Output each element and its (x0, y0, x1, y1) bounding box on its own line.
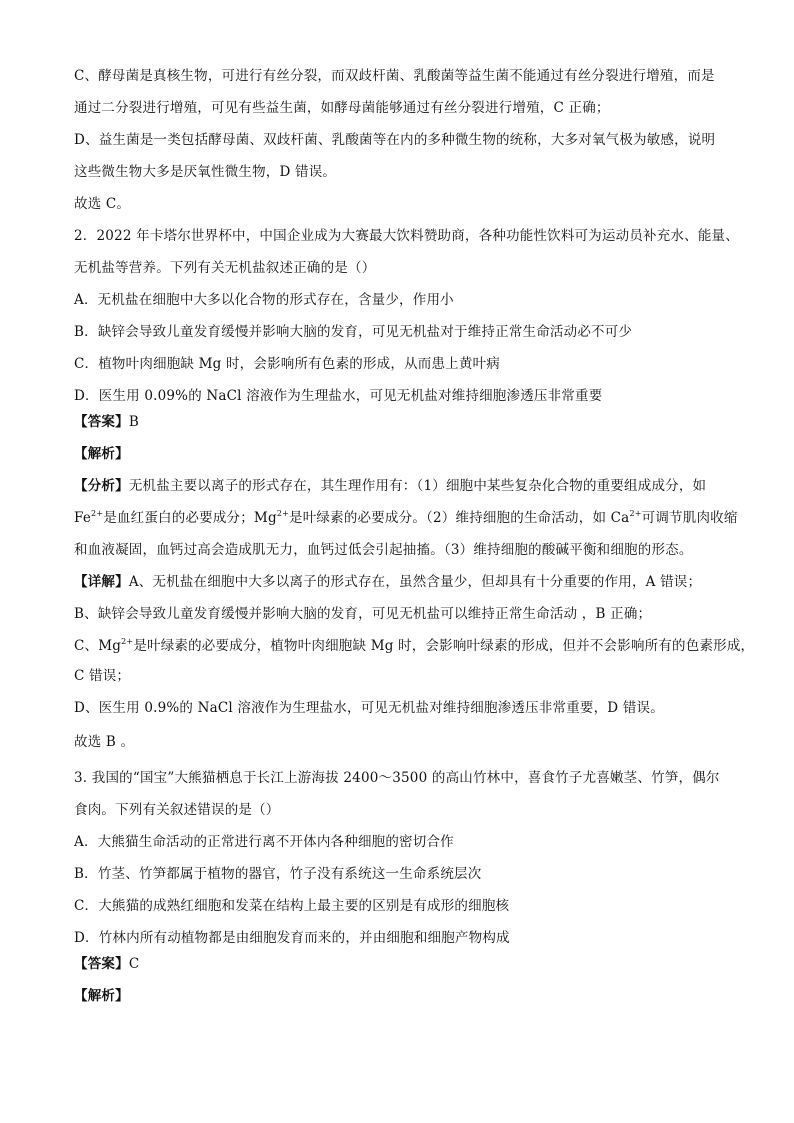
text-line: 通过二分裂进行增殖，可见有些益生菌，如酵母菌能够通过有丝分裂进行增殖，C 正确； (74, 100, 610, 116)
fenxi-line (74, 508, 738, 528)
option-d: D．竹林内所有动植物都是由细胞发育而来的，并由细胞和细胞产物构成 (74, 930, 510, 946)
question-2-stem: 无机盐等营养。下列有关无机盐叙述正确的是（） (74, 260, 376, 276)
xiangjie-tag: 【详解】 (74, 574, 129, 590)
analysis-heading (74, 444, 129, 464)
text-line: C、酵母菌是真核生物，可进行有丝分裂，而双歧杆菌、乳酸菌等益生菌不能通过有丝分裂进行增殖，而是 (74, 68, 715, 84)
xiangjie-text: C、Mg (74, 638, 122, 654)
fenxi-text: 是叶绿素的必要成分。（2）维持细胞的生命活动，如 Ca (289, 510, 630, 526)
xiangjie-line: 故选 B 。 (74, 734, 135, 750)
option-d: D．医生用 0.09%的 NaCl 溶液作为生理盐水，可见无机盐对维持细胞渗透压非常重要 (74, 388, 603, 404)
option-b: B．缺锌会导致儿童发育缓慢并影响大脑的发育，可见无机盐对于维持正常生命活动必不可少 (74, 324, 633, 340)
answer-tag: 【答案】 (74, 956, 129, 972)
analysis-heading (74, 986, 129, 1006)
answer-line (74, 954, 139, 974)
option-a: A．大熊猫生命活动的正常进行离不开体内各种细胞的密切合作 (74, 834, 454, 850)
xiangjie-text: A、无机盐在细胞中大多以离子的形式存在，虽然含量少，但却具有十分重要的作用，A 错误； (128, 574, 702, 590)
xiangjie-line: D、医生用 0.9%的 NaCl 溶液作为生理盐水，可见无机盐对维持细胞渗透压非常重要，D 错误。 (74, 700, 664, 716)
xiangjie-line (74, 636, 754, 656)
text-line: 故选 C。 (74, 196, 131, 212)
fenxi-line: 和血液凝固，血钙过高会造成肌无力，血钙过低会引起抽搐。（3）维持细胞的酸碱平衡和细胞的形态。 (74, 542, 693, 558)
xiangjie-line: C 错误； (74, 668, 131, 684)
xiangjie-line: B、缺锌会导致儿童发育缓慢并影响大脑的发育，可见无机盐可以维持正常生命活动 ，B 正确； (74, 606, 652, 622)
answer-value: B (128, 414, 139, 430)
ion-charge: 2+ (91, 509, 104, 518)
fenxi-line (74, 476, 706, 496)
answer-tag: 【答案】 (74, 414, 129, 430)
fenxi-tag: 【分析】 (74, 478, 129, 494)
fenxi-text: 是血红蛋白的必要成分；Mg (103, 510, 277, 526)
xiangjie-line (74, 572, 701, 592)
fenxi-text: 无机盐主要以离子的形式存在，其生理作用有：（1）细胞中某些复杂化合物的重要组成成分，如 (128, 478, 707, 494)
answer-value: C (128, 956, 140, 972)
text-line: D、益生菌是一类包括酵母菌、双歧杆菌、乳酸菌等在内的多种微生物的统称，大多对氧气极为敏感，说明 (74, 132, 716, 148)
ion-charge: 2+ (629, 509, 642, 518)
analysis-tag: 【解析】 (74, 988, 129, 1004)
option-c: C．植物叶肉细胞缺 Mg 时，会影响所有色素的形成，从而患上黄叶病 (74, 356, 500, 372)
answer-line (74, 412, 139, 432)
ion-charge: 2+ (121, 637, 134, 646)
fenxi-text: 可调节肌肉收缩 (641, 510, 738, 526)
xiangjie-text: 是叶绿素的必要成分，植物叶肉细胞缺 Mg 时，会影响叶绿素的形成，但并不会影响所有的色素形成， (133, 638, 755, 654)
question-2-stem: 2．2022 年卡塔尔世界杯中，中国企业成为大赛最大饮料赞助商，各种功能性饮料可为运动员补充水、能量、 (74, 228, 739, 244)
question-3-stem: 食肉。下列有关叙述错误的是（） (74, 802, 280, 818)
option-b: B．竹茎、竹笋都属于植物的器官，竹子没有系统这一生命系统层次 (74, 866, 482, 882)
option-c: C．大熊猫的成熟红细胞和发菜在结构上最主要的区别是有成形的细胞核 (74, 898, 510, 914)
ion-text: Fe (74, 510, 92, 526)
analysis-tag: 【解析】 (74, 446, 129, 462)
question-3-stem: 3. 我国的“国宝”大熊猫栖息于长江上游海拔 2400～3500 的高山竹林中，喜食竹子尤喜嫩茎、竹笋，偶尔 (74, 770, 720, 786)
text-line: 这些微生物大多是厌氧性微生物，D 错误。 (74, 164, 337, 180)
option-a: A．无机盐在细胞中大多以化合物的形式存在，含量少，作用小 (74, 292, 454, 308)
ion-charge: 2+ (276, 509, 290, 518)
